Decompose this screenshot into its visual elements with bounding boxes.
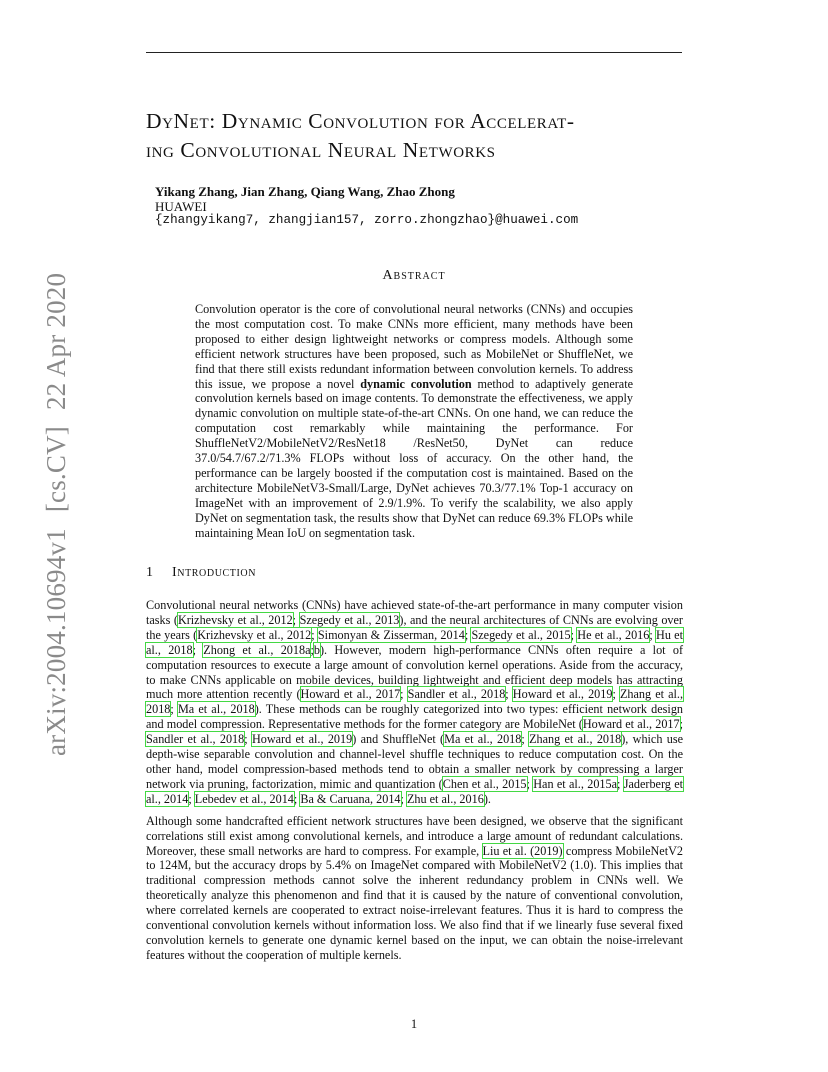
citation-link[interactable]: Howard et al., 2019 bbox=[512, 687, 613, 702]
author-emails: {zhangyikang7, zhangjian157, zorro.zhongzhao}@huawei.com bbox=[155, 213, 579, 227]
citation-link[interactable]: He et al., 2016 bbox=[577, 627, 650, 642]
paragraph-text: ; bbox=[400, 791, 407, 806]
paragraph-text: ; bbox=[649, 627, 657, 642]
citation-link[interactable]: Ba & Caruana, 2014 bbox=[300, 791, 401, 806]
paragraph-text: ; bbox=[526, 776, 534, 791]
citation-link[interactable]: Hu et al., 2018 bbox=[146, 627, 683, 657]
abstract-part-2: method to adaptively generate convolution kernels based on image contents. To demonstrate the effectiveness, we apply dynamic convolution on multiple state-of-the-art CNNs. On one hand, we can reduce the computation cost remarkably while maintaining the performance. For ShuffleNetV2/MobileNetV2/ResNet18 /ResNet50, DyNet can reduce 37.0/54.7/67.2/71.3% FLOPs without loss of accuracy. On the other hand, the performance can be largely boosted if the computation cost is maintained. Based on the architecture MobileNetV3-Small/Large, DyNet achieves 70.3/77.1% Top-1 accuracy on ImageNet with an improvement of 2.9/1.9%. To verify the scalability, we also apply DyNet on segmentation task, the results show that DyNet can reduce 69.3% FLOPs while maintaining Mean IoU on segmentation task. bbox=[195, 376, 633, 540]
citation-link[interactable]: Zhang et al., 2018 bbox=[529, 732, 622, 747]
arxiv-category: [cs.CV] bbox=[41, 426, 71, 513]
paragraph-text: ; bbox=[617, 776, 624, 791]
arxiv-date: 22 Apr 2020 bbox=[41, 272, 71, 411]
paper-title-line-1: DyNet: Dynamic Convolution for Accelerat- bbox=[146, 109, 575, 133]
citation-link[interactable]: Ma et al., 2018 bbox=[444, 732, 522, 747]
paragraph-text: ). However, modern high-performance CNNs often require a lot of computation resources to execute a large amount of convolution kernel operations. Aside from the accuracy, to make CNNs applicable on mobile devices, building lightweight and efficient deep models has attracting much more attention recently ( bbox=[146, 642, 684, 702]
paragraph-text: compress MobileNetV2 to 124M, but the accuracy drops by 5.4% on ImageNet compared with MobileNetV2 (1.0). This implies that traditional compression methods cannot solve the inherent redundancy problem in CNNs well. We theoretically analyze this phenomenon and find that it is caused by the nature of conventional convolution, where correlated kernels are cooperated to extract noise-irrelevant features. Thus it is hard to compress the conventional convolution kernels without information loss. We also find that if we linearly fuse several fixed convolution kernels to generate one dynamic kernel based on the input, we can obtain the noise-irrelevant features without the cooperation of multiple kernels. bbox=[146, 843, 683, 962]
paragraph-text: ; bbox=[192, 642, 204, 657]
citation-link[interactable]: Sandler et al., 2018 bbox=[407, 687, 506, 702]
paragraph-text: ; bbox=[505, 687, 513, 702]
paper-title bbox=[146, 107, 706, 165]
citation-link[interactable]: Jaderberg et al., 2014 bbox=[146, 776, 684, 806]
affiliation: HUAWEI bbox=[155, 199, 207, 214]
header-rule bbox=[146, 52, 682, 53]
paragraph-text: ; bbox=[310, 642, 314, 657]
paragraph-text: Convolutional neural networks (CNNs) have achieved state-of-the-art performance in many computer vision tasks ( bbox=[146, 598, 683, 627]
paragraph-text: ; bbox=[400, 687, 408, 702]
paragraph-text: ) and ShuffleNet ( bbox=[352, 732, 445, 747]
paragraph-text: ). bbox=[483, 791, 491, 806]
abstract-text bbox=[195, 302, 633, 541]
citation-link[interactable]: Krizhevsky et al., 2012 bbox=[197, 627, 312, 642]
author-list: Yikang Zhang, Jian Zhang, Qiang Wang, Zhao Zhong bbox=[155, 184, 455, 199]
citation-link[interactable]: Zhong et al., 2018a bbox=[203, 642, 311, 657]
paragraph-text: ; bbox=[293, 791, 301, 806]
paragraph-text: ; bbox=[612, 687, 620, 702]
section-number: 1 bbox=[146, 565, 154, 580]
paragraph-text: ; bbox=[292, 612, 300, 627]
arxiv-id: arXiv:2004.10694v1 bbox=[41, 528, 71, 756]
paragraph-1 bbox=[146, 598, 683, 807]
paragraph-text: ; bbox=[244, 732, 252, 747]
citation-link[interactable]: Han et al., 2015a bbox=[533, 776, 618, 791]
paragraph-text: ; bbox=[188, 791, 195, 806]
citation-link[interactable]: Howard et al., 2019 bbox=[251, 732, 353, 747]
paragraph-text: ). These methods can be roughly categorized into two types: efficient network design and model compression. Representative methods for the former category are MobileNet ( bbox=[146, 702, 684, 732]
citation-link[interactable]: Chen et al., 2015 bbox=[442, 776, 527, 791]
introduction-body bbox=[146, 598, 683, 970]
citation-link[interactable]: Howard et al., 2017 bbox=[582, 717, 680, 732]
citation-link[interactable]: Simonyan & Zisserman, 2014 bbox=[317, 627, 465, 642]
citation-link[interactable]: Lebedev et al., 2014 bbox=[194, 791, 294, 806]
paragraph-text: ; bbox=[464, 627, 472, 642]
citation-link[interactable]: Krizhevsky et al., 2012 bbox=[177, 612, 293, 627]
citation-link[interactable]: Ma et al., 2018 bbox=[177, 702, 255, 717]
abstract-part-1: Convolution operator is the core of convolutional neural networks (CNNs) and occupies the most computation cost. To make CNNs more efficient, many methods have been proposed to either design lightweight networks or compress models. Although some efficient network structures have been proposed, such as MobileNet or ShuffleNet, we find that there still exists redundant information between convolution kernels. To address this issue, we propose a novel bbox=[195, 302, 633, 391]
paragraph-text: ; bbox=[170, 702, 178, 717]
citation-link[interactable]: Howard et al., 2017 bbox=[300, 687, 401, 702]
page-number: 1 bbox=[410, 1017, 418, 1031]
citation-link[interactable]: Szegedy et al., 2015 bbox=[471, 627, 571, 642]
paragraph-text: ; bbox=[521, 732, 530, 747]
citation-link[interactable]: Zhang et al., 2018 bbox=[146, 687, 683, 717]
paper-title-line-2: ing Convolutional Neural Networks bbox=[146, 138, 496, 162]
abstract-keyword: dynamic convolution bbox=[360, 376, 472, 391]
paragraph-text: ), and the neural architectures of CNNs are evolving over the years ( bbox=[146, 612, 683, 642]
section-heading-introduction bbox=[146, 565, 256, 581]
paragraph-text: ), which use depth-wise separable convolution and channel-level shuffle techniques to reduce computation cost. On the other hand, model compression-based methods tend to obtain a smaller network by compressing a larger network via pruning, factorization, mimic and quantization ( bbox=[146, 732, 683, 791]
paragraph-2 bbox=[146, 814, 683, 963]
citation-link[interactable]: b bbox=[313, 642, 320, 657]
paragraph-text: Although some handcrafted efficient network structures have been designed, we observe that the significant correlations still exist among convolutional kernels, and introduce a large amount of redundant calculations. Moreover, these small networks are hard to compress. For example, bbox=[146, 813, 683, 858]
section-title: Introduction bbox=[172, 565, 257, 580]
citation-link[interactable]: Szegedy et al., 2013 bbox=[299, 612, 400, 627]
paragraph-text: ; bbox=[311, 627, 318, 642]
citation-link[interactable]: Liu et al. (2019) bbox=[482, 843, 563, 858]
citation-link[interactable]: Zhu et al., 2016 bbox=[406, 791, 484, 806]
abstract-heading: Abstract bbox=[382, 268, 446, 283]
arxiv-stamp-text bbox=[41, 273, 72, 756]
paragraph-text: ; bbox=[570, 627, 578, 642]
citation-link[interactable]: Sandler et al., 2018 bbox=[146, 732, 245, 747]
paragraph-text: ; bbox=[679, 717, 683, 732]
